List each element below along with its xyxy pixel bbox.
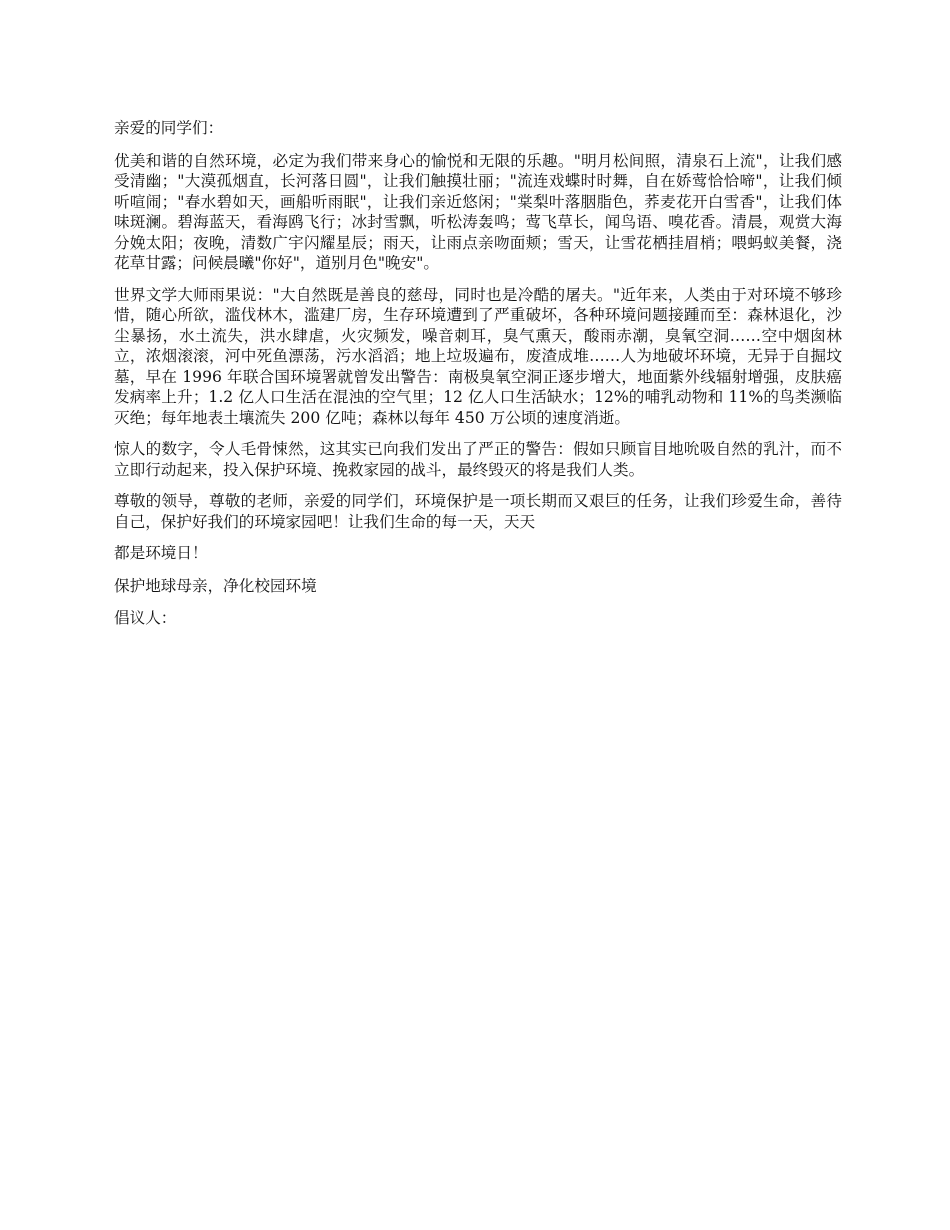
paragraph-nature-beauty: 优美和谐的自然环境，必定为我们带来身心的愉悦和无限的乐趣。"明月松间照，清泉石上流"，让我们感受清幽；"大漠孤烟直，长河落日圆"，让我们触摸壮丽；"流连戏蝶时时舞，自在娇莺恰恰啼"，让我们倾听喧闹；"春水碧如天，画船听雨眠"，让我们亲近悠闲；"棠梨叶落胭脂色，荞麦花开白雪香"，让我们体味斑澜。碧海蓝天，看海鸥飞行；冰封雪飘，听松涛轰鸣；莺飞草长，闻鸟语、嗅花香。清晨，观赏大海分娩太阳；夜晚，清数广宇闪耀星辰；雨天，让雨点亲吻面颊；雪天，让雪花栖挂眉梢；喂蚂蚁美餐，浇花草甘露；问候晨曦"你好"，道别月色"晚安"。 <box>114 151 842 272</box>
paragraph-call-to-action: 尊敬的领导，尊敬的老师，亲爱的同学们，环境保护是一项长期而又艰巨的任务，让我们珍爱生命，善待自己，保护好我们的环境家园吧！让我们生命的每一天，天天 <box>114 492 842 531</box>
salutation: 亲爱的同学们： <box>114 119 224 137</box>
paragraph-environment-damage: 世界文学大师雨果说："大自然既是善良的慈母，同时也是冷酷的屠夫。"近年来，人类由于对环境不够珍惜，随心所欲，滥伐林木，滥建厂房，生存环境遭到了严重破坏，各种环境问题接踵而至：森林退化，沙尘暴扬，水土流失，洪水肆虐，火灾频发，噪音刺耳，臭气熏天，酸雨赤潮，臭氧空洞……空中烟囱林立，浓烟滚滚，河中死鱼漂荡，污水滔滔；地上垃圾遍布，废渣成堆……人为地破坏环境，无异于自掘坟墓，早在 1996 年联合国环境署就曾发出警告：南极臭氧空洞正逐步增大，地面紫外线辐射增强，皮肤癌发病率上升；1.2 亿人口生活在混浊的空气里；12 亿人口生活缺水；12%的哺乳动物和 11%的鸟类濒临灭绝；每年地表土壤流失 200 亿吨；森林以每年 450 万公顷的速度消逝。 <box>114 285 842 427</box>
signature-label: 倡议人： <box>114 609 177 627</box>
paragraph-warning: 惊人的数字，令人毛骨悚然，这其实已向我们发出了严正的警告：假如只顾盲目地吮吸自然的乳汁，而不立即行动起来，投入保护环境、挽救家园的战斗，最终毁灭的将是我们人类。 <box>114 440 842 479</box>
slogan: 保护地球母亲，净化校园环境 <box>114 576 317 595</box>
paragraph-continuation: 都是环境日！ <box>114 544 208 562</box>
letter-document <box>114 118 842 641</box>
